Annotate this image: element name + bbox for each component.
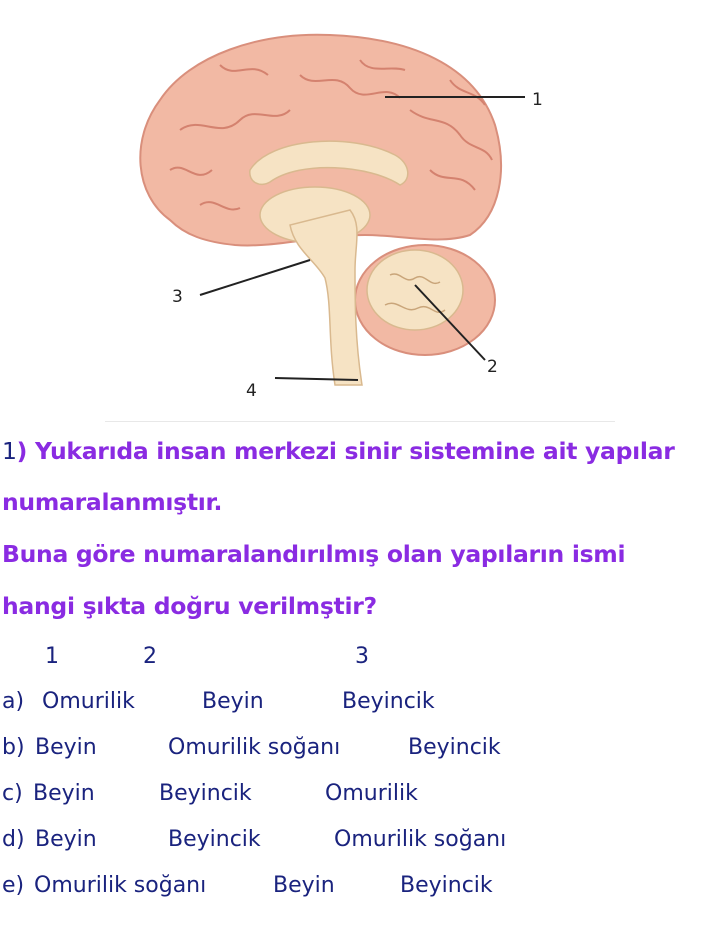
cerebellum [355, 245, 495, 355]
option-c-col1[interactable]: Beyin [33, 781, 95, 806]
option-c-col2[interactable]: Beyincik [159, 781, 252, 806]
option-b-letter[interactable]: b) [2, 735, 25, 760]
question-number: 1 [2, 437, 17, 465]
label-3: 3 [172, 287, 183, 307]
option-c-letter[interactable]: c) [2, 781, 23, 806]
question-line-4: hangi şıkta doğru verilmştir? [2, 592, 377, 620]
option-d-col1[interactable]: Beyin [35, 827, 97, 852]
option-b-col3[interactable]: Beyincik [408, 735, 501, 760]
option-e-col2[interactable]: Beyin [273, 873, 335, 898]
label-4: 4 [246, 381, 257, 401]
brainstem [290, 210, 362, 385]
divider [105, 421, 615, 422]
column-header-3: 3 [355, 644, 369, 669]
option-a-col2[interactable]: Beyin [202, 689, 264, 714]
option-e-col3[interactable]: Beyincik [400, 873, 493, 898]
option-a-col3[interactable]: Beyincik [342, 689, 435, 714]
option-c-col3[interactable]: Omurilik [325, 781, 418, 806]
option-e-col1[interactable]: Omurilik soğanı [34, 873, 207, 898]
option-b-col2[interactable]: Omurilik soğanı [168, 735, 341, 760]
option-e-letter[interactable]: e) [2, 873, 25, 898]
brain-diagram [100, 20, 620, 425]
option-d-letter[interactable]: d) [2, 827, 25, 852]
question-line-3: Buna göre numaralandırılmış olan yapıların ismi [2, 540, 626, 568]
label-2: 2 [487, 357, 498, 377]
column-header-1: 1 [45, 644, 59, 669]
column-header-2: 2 [143, 644, 157, 669]
option-d-col2[interactable]: Beyincik [168, 827, 261, 852]
option-a-col1[interactable]: Omurilik [42, 689, 135, 714]
option-a-letter[interactable]: a) [2, 689, 25, 714]
option-d-col3[interactable]: Omurilik soğanı [334, 827, 507, 852]
label-1: 1 [532, 90, 543, 110]
question-line-2: numaralanmıştır. [2, 488, 223, 516]
question-line-1: 1) Yukarıda insan merkezi sinir sistemine ait yapılar [2, 437, 675, 465]
option-b-col1[interactable]: Beyin [35, 735, 97, 760]
brain-illustration [100, 20, 620, 425]
